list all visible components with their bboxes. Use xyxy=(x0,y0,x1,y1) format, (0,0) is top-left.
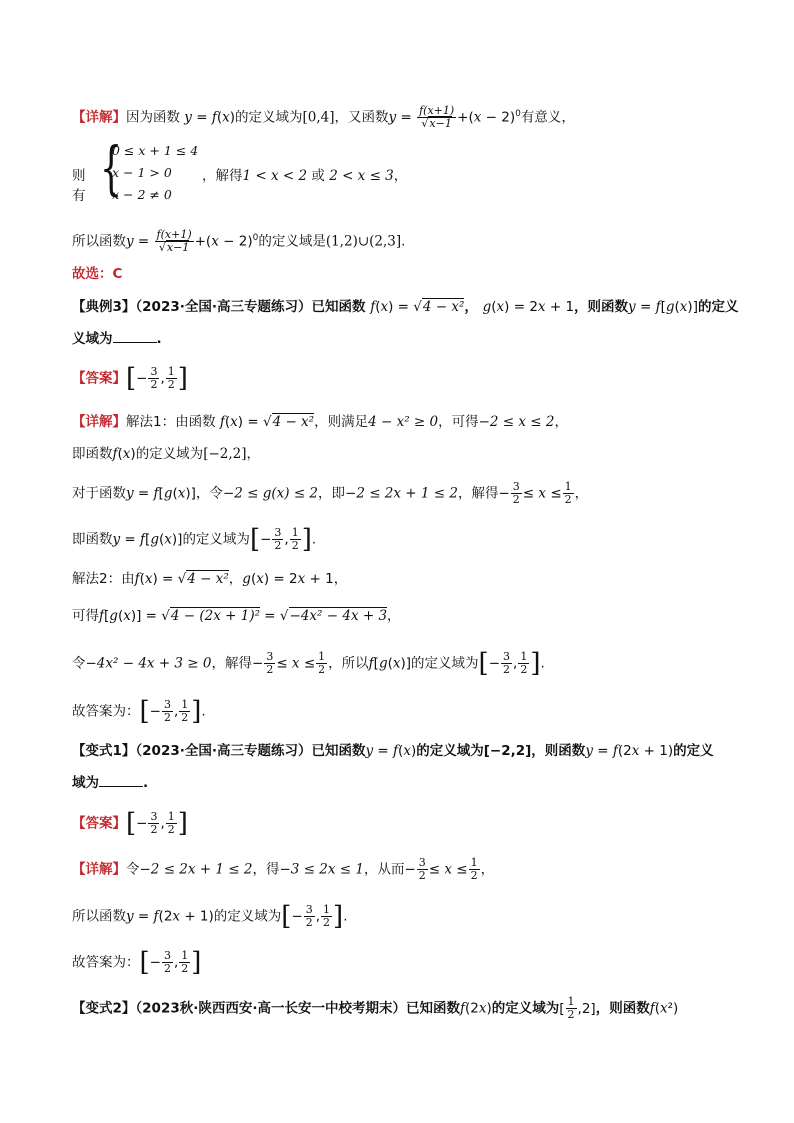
var1-line1: 【变式1】（2023·全国·高三专题练习）已知函数y = f(x)的定义域为[−2,2]，则函数y = f(2x + 1)的定义 xyxy=(72,743,714,759)
ex3-detail-line6: 可得f[g(x)] = √4 − (2x + 1)² = √−4x² − 4x + 3， xyxy=(72,608,401,624)
ex3-line2: 义域为 . xyxy=(72,328,162,349)
detail-tag: 【详解】 xyxy=(72,109,126,126)
choose-line: 故选：C xyxy=(72,266,123,282)
ex3-final: 故答案为：[− $\frac{3}{2}$ , $\frac{1}{2}$ ]. xyxy=(72,696,206,727)
ex3-answer: 【答案】[− $\frac{3}{2}$ , $\frac{1}{2}$ ] xyxy=(72,363,188,394)
var1-detail-line1: 【详解】令−2 ≤ 2x + 1 ≤ 2，得−3 ≤ 2x ≤ 1，从而− $\frac{3}{2}$ ≤ x ≤ $\frac{1}{2}$ ， xyxy=(72,856,495,882)
choice-value: C xyxy=(112,266,123,282)
ex3-detail-line7: 令−4x² − 4x + 3 ≥ 0，解得− $\frac{3}{2}$ ≤ x ≤ $\frac{1}{2}$ ，所以f[g(x)]的定义域为[− $\frac{3}{2}$ , $\frac{1}{2}$ ]. xyxy=(72,648,545,679)
ex3-line1: 【典例3】（2023·全国·高三专题练习）已知函数 f(x) = √4 − x²， g(x) = 2x + 1，则函数y = f[g(x)]的定义 xyxy=(72,299,739,315)
detail1-line1: 【详解】因为函数 y = f(x)的定义域为[0,4]，又函数y = $\frac{f(x+1)}{√x-1}$ $+(x - 2)^0$有意义， xyxy=(72,104,575,130)
ex3-detail-line3: 对于函数y = f[g(x)]，令−2 ≤ g(x) ≤ 2，即−2 ≤ 2x + 1 ≤ 2，解得− $\frac{3}{2}$ ≤ x ≤ $\frac{1}{2}$ ， xyxy=(72,480,589,506)
var1-final: 故答案为：[− $\frac{3}{2}$ , $\frac{1}{2}$ ] xyxy=(72,947,202,978)
document-page: 【详解】因为函数 y = f(x)的定义域为[0,4]，又函数y = $\frac{f(x+1)}{√x-1}$ $+(x - 2)^0$有意义， 则有 { 0 ≤ x + 1 ≤ 4 x − 1 > 0 x − 2 ≠ 0 ，解得1 < x < 2 或 2 < x ≤ 3， 所以函数y = $\frac{f(x+1)}{√x-1}$ $+(x - 2)^0$的定义域是(1,2)∪(2,3]. 故选：C 【典例3】（2023·全国·高三专题练习）已知函数 f(x) = √4 − x²， g(x) = 2x + 1，则函数y = f[g(x)]的定义 义域为 . 【答案】[− $\frac{3}{2}$ , $\frac{1}{2}$ ] 【详解】解法1：由函数 f(x) = √4 − x²，则满足4 − x² ≥ 0，可得−2 ≤ x ≤ 2， 即函数f(x)的定义域为[−2,2]， 对于函数y = f[g(x)]，令−2 ≤ g(x) ≤ 2，即−2 ≤ 2x + 1 ≤ 2，解得− $\frac{3}{2}$ ≤ x ≤ $\frac{1}{2}$ ， 即函数y = f[g(x)]的定义域为[− $\frac{3}{2}$ , $\frac{1}{2}$ ]. 解法2：由f(x) = √4 − x²，g(x) = 2x + 1， 可得f[g(x)] = √4 − (2x + 1)² = √−4x² − 4x + 3， 令−4x² − 4x + 3 ≥ 0，解得− $\frac{3}{2}$ ≤ x ≤ $\frac{1}{2}$ ，所以f[g(x)]的定义域为[− $\frac{3}{2}$ , $\frac{1}{2}$ ]. 故答案为：[− $\frac{3}{2}$ , $\frac{1}{2}$ ]. 【变式1】（2023·全国·高三专题练习）已知函数y = f(x)的定义域为[−2,2]，则函数y = f(2x + 1)的定义 域为 . 【答案】[− $\frac{3}{2}$ , $\frac{1}{2}$ ] 【详解】令−2 ≤ 2x + 1 ≤ 2，得−3 ≤ 2x ≤ 1，从而− $\frac{3}{2}$ ≤ x ≤ $\frac{1}{2}$ ， 所以函数y = f(2x + 1)的定义域为[− $\frac{3}{2}$ , $\frac{1}{2}$ ]. 故答案为：[− $\frac{3}{2}$ , $\frac{1}{2}$ ] 【变式2】（2023秋·陕西西安·高一长安一中校考期末）已知函数f(2x)的定义域为[ $\frac{1}{2}$ ,2]，则函数f(x²) xyxy=(72,104,739,1021)
ex3-detail-line5: 解法2：由f(x) = √4 − x²，g(x) = 2x + 1， xyxy=(72,571,348,587)
ex3-detail-line2: 即函数f(x)的定义域为[−2,2]， xyxy=(72,446,261,462)
left-brace: { xyxy=(100,134,123,202)
ex3-detail-line4: 即函数y = f[g(x)]的定义域为[− $\frac{3}{2}$ , $\frac{1}{2}$ ]. xyxy=(72,524,317,555)
answer-blank-var1 xyxy=(99,772,143,787)
var1-detail-line2: 所以函数y = f(2x + 1)的定义域为[− $\frac{3}{2}$ , $\frac{1}{2}$ ]. xyxy=(72,901,348,932)
var1-answer: 【答案】[− $\frac{3}{2}$ , $\frac{1}{2}$ ] xyxy=(72,808,188,839)
var2-line1: 【变式2】（2023秋·陕西西安·高一长安一中校考期末）已知函数f(2x)的定义域为[ $\frac{1}{2}$ ,2]，则函数f(x²) xyxy=(72,995,679,1021)
detail1-line3: 所以函数y = $\frac{f(x+1)}{√x-1}$ $+(x - 2)^0$的定义域是(1,2)∪(2,3]. xyxy=(72,228,406,254)
ex3-detail-line1: 【详解】解法1：由函数 f(x) = √4 − x²，则满足4 − x² ≥ 0，可得−2 ≤ x ≤ 2， xyxy=(72,414,568,430)
answer-blank xyxy=(113,328,157,343)
var1-line2: 域为 . xyxy=(72,772,148,793)
